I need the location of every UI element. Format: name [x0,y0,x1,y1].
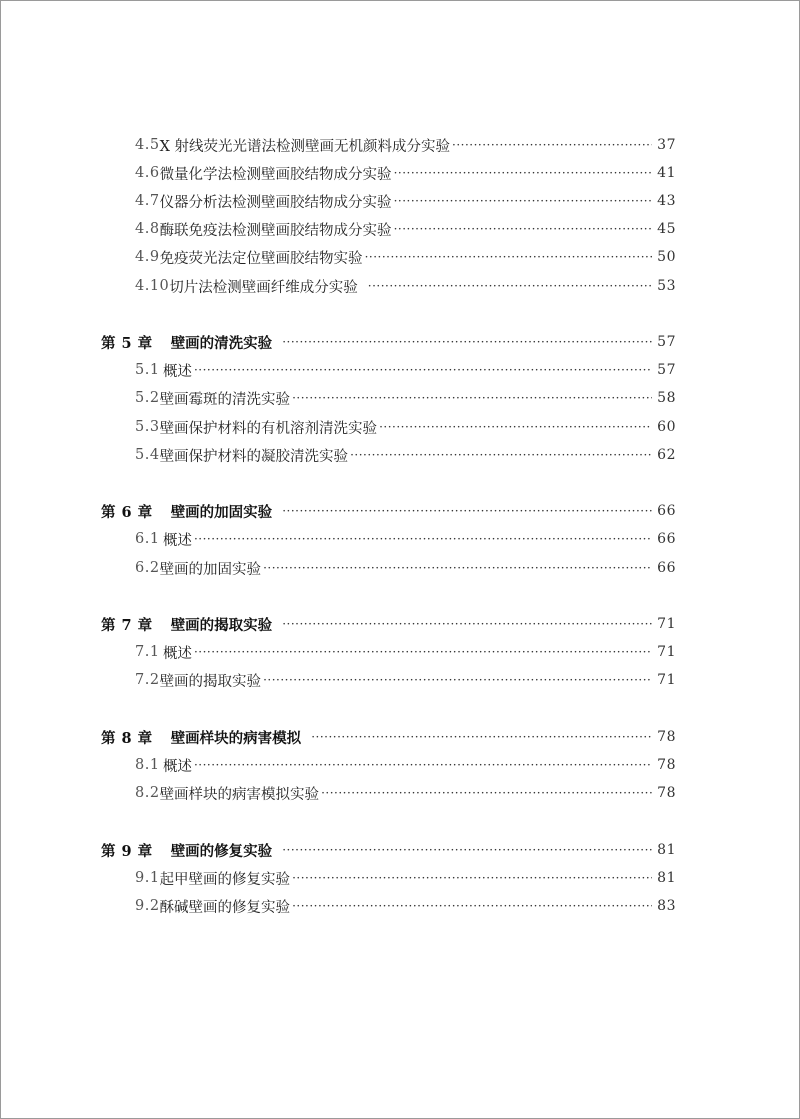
page-number: 41 [657,165,676,181]
toc-entry-6-2[interactable] [135,556,676,580]
page-number: 83 [657,898,676,914]
page-number: 43 [657,193,676,209]
page-number: 66 [657,531,676,547]
section-number: 6.1 [135,531,160,547]
page-number: 71 [657,672,676,688]
section-number: 7.2 [135,672,160,688]
section-title: 切片法检测壁画纤维成分实验 [169,279,358,296]
section-title: X 射线荧光光谱法检测壁画无机颜料成分实验 [159,138,450,155]
toc-entry-8-1[interactable] [135,753,676,777]
leader-dots [282,612,652,636]
section-number: 8.2 [135,785,160,801]
section-number: 9.2 [135,898,160,914]
toc-entry-5-2[interactable] [135,386,676,410]
section-title: 免疫荧光法定位壁画胶结物实验 [159,250,363,267]
section-title: 概述 [162,532,192,549]
section-number: 4.6 [135,165,160,181]
section-title: 壁画的揭取实验 [159,673,262,690]
toc-entry-6-1[interactable] [135,527,676,551]
chapter-label: 第 5 章 [101,334,153,352]
leader-dots [263,668,652,692]
section-title: 概述 [162,758,192,775]
page-number: 57 [657,334,676,350]
section-number: 6.2 [135,560,160,576]
toc-entry-8-2[interactable] [135,781,676,805]
leader-dots [194,527,652,551]
chapter-label: 第 9 章 [101,842,153,860]
section-title: 概述 [162,363,192,380]
page-number: 66 [657,503,676,519]
section-title: 壁画霉斑的清洗实验 [159,391,291,408]
toc-entry-5-4[interactable] [135,443,676,467]
page-number: 45 [657,221,676,237]
leader-dots [194,640,652,664]
section-number: 5.3 [135,419,160,435]
leader-dots [394,217,652,241]
section-number: 4.5 [135,137,160,153]
chapter-label: 第 6 章 [101,503,153,521]
section-number: 5.4 [135,447,160,463]
leader-dots [394,161,652,185]
leader-dots [394,189,652,213]
chapter-title: 壁画的修复实验 [170,842,273,860]
chapter-title: 壁画的揭取实验 [170,616,273,634]
section-title: 壁画样块的病害模拟实验 [159,786,320,803]
toc-chapter-7[interactable] [101,612,676,636]
leader-dots [263,556,652,580]
toc-chapter-9[interactable] [101,838,676,862]
section-number: 4.9 [135,249,160,265]
page-number: 53 [657,278,676,294]
leader-dots [350,443,652,467]
section-title: 起甲壁画的修复实验 [159,871,291,888]
toc-entry-4-5[interactable] [135,133,676,157]
section-title: 仪器分析法检测壁画胶结物成分实验 [159,194,392,211]
section-number: 7.1 [135,644,160,660]
leader-dots [321,781,652,805]
section-number: 5.2 [135,390,160,406]
section-title: 微量化学法检测壁画胶结物成分实验 [159,166,392,183]
leader-dots [452,133,652,157]
leader-dots [282,330,652,354]
toc-entry-9-2[interactable] [135,894,676,918]
page-number: 62 [657,447,676,463]
leader-dots [365,245,652,269]
page-number: 71 [657,644,676,660]
leader-dots [379,415,652,439]
chapter-title: 壁画的加固实验 [170,503,273,521]
toc-entry-4-6[interactable] [135,161,676,185]
page-number: 78 [657,757,676,773]
section-title: 概述 [162,645,192,662]
toc-entry-4-10[interactable] [135,274,676,298]
toc-chapter-8[interactable] [101,725,676,749]
page-number: 57 [657,362,676,378]
toc-chapter-5[interactable] [101,330,676,354]
section-number: 4.10 [135,278,170,294]
page-number: 60 [657,419,676,435]
toc-entry-4-7[interactable] [135,189,676,213]
page-number: 50 [657,249,676,265]
toc-entry-4-8[interactable] [135,217,676,241]
page-number: 81 [657,870,676,886]
section-title: 壁画保护材料的有机溶剂清洗实验 [159,420,378,437]
page-number: 78 [657,785,676,801]
toc-entry-5-1[interactable] [135,358,676,382]
leader-dots [194,358,652,382]
page-number: 37 [657,137,676,153]
chapter-label: 第 8 章 [101,729,153,747]
leader-dots [292,866,652,890]
section-title: 壁画的加固实验 [159,561,262,578]
section-title: 酥碱壁画的修复实验 [159,899,291,916]
page-number: 78 [657,729,676,745]
page-number: 66 [657,560,676,576]
toc-entry-7-1[interactable] [135,640,676,664]
page-number: 71 [657,616,676,632]
leader-dots [282,838,652,862]
toc-entry-9-1[interactable] [135,866,676,890]
page-number: 58 [657,390,676,406]
section-title: 壁画保护材料的凝胶清洗实验 [159,448,349,465]
chapter-title: 壁画的清洗实验 [170,334,273,352]
section-number: 4.8 [135,221,160,237]
leader-dots [368,274,652,298]
section-number: 5.1 [135,362,160,378]
toc-chapter-6[interactable] [101,499,676,523]
toc-entry-4-9[interactable] [135,245,676,269]
toc-entry-5-3[interactable] [135,415,676,439]
section-number: 8.1 [135,757,160,773]
leader-dots [194,753,652,777]
section-number: 4.7 [135,193,160,209]
section-number: 9.1 [135,870,160,886]
leader-dots [282,499,652,523]
page-number: 81 [657,842,676,858]
chapter-title: 壁画样块的病害模拟 [170,729,302,747]
chapter-label: 第 7 章 [101,616,153,634]
toc-entry-7-2[interactable] [135,668,676,692]
leader-dots [292,386,652,410]
leader-dots [292,894,652,918]
leader-dots [311,725,652,749]
section-title: 酶联免疫法检测壁画胶结物成分实验 [159,222,392,239]
